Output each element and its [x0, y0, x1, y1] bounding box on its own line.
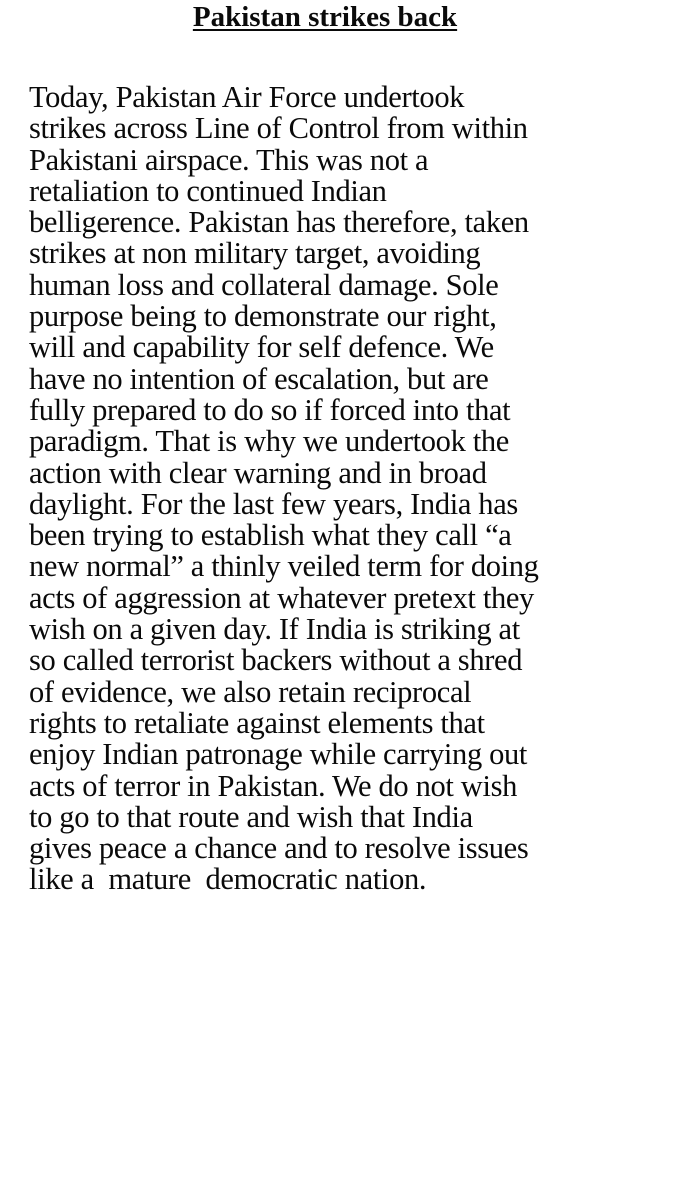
text-line: strikes at non military target, avoiding — [29, 236, 481, 271]
text-line: human loss and collateral damage. Sole — [29, 267, 499, 302]
text-line: Pakistani airspace. This was not a — [29, 142, 429, 177]
text-line: strikes across Line of Control from within — [29, 111, 528, 146]
statement-body — [29, 82, 669, 896]
text-line: purpose being to demonstrate our right, — [29, 299, 497, 334]
text-line: acts of aggression at whatever pretext they — [29, 580, 534, 615]
text-line: fully prepared to do so if forced into that — [29, 392, 511, 427]
text-line: to go to that route and wish that India — [29, 799, 473, 834]
text-line: belligerence. Pakistan has therefore, taken — [29, 205, 529, 240]
text-line: will and capability for self defence. We — [29, 330, 494, 365]
text-line: been trying to establish what they call “a — [29, 518, 512, 553]
text-line: Today, Pakistan Air Force undertook — [29, 80, 465, 114]
text-line: acts of terror in Pakistan. We do not wish — [29, 768, 517, 803]
text-line: action with clear warning and in broad — [29, 455, 487, 490]
text-line: so called terrorist backers without a shred — [29, 643, 523, 678]
document-title: Pakistan strikes back — [192, 1, 458, 33]
text-line: gives peace a chance and to resolve issues — [29, 831, 529, 866]
text-line: retaliation to continued Indian — [29, 173, 387, 208]
text-line: like a mature democratic nation. — [29, 862, 427, 897]
text-line: rights to retaliate against elements that — [29, 705, 485, 740]
text-line: new normal” a thinly veiled term for doing — [29, 549, 539, 584]
text-line: wish on a given day. If India is striking at — [29, 612, 520, 647]
text-line: enjoy Indian patronage while carrying out — [29, 737, 528, 772]
text-line: paradigm. That is why we undertook the — [29, 424, 509, 459]
text-line: have no intention of escalation, but are — [29, 361, 489, 396]
text-line: of evidence, we also retain reciprocal — [29, 674, 472, 709]
text-line: daylight. For the last few years, India has — [29, 486, 518, 521]
